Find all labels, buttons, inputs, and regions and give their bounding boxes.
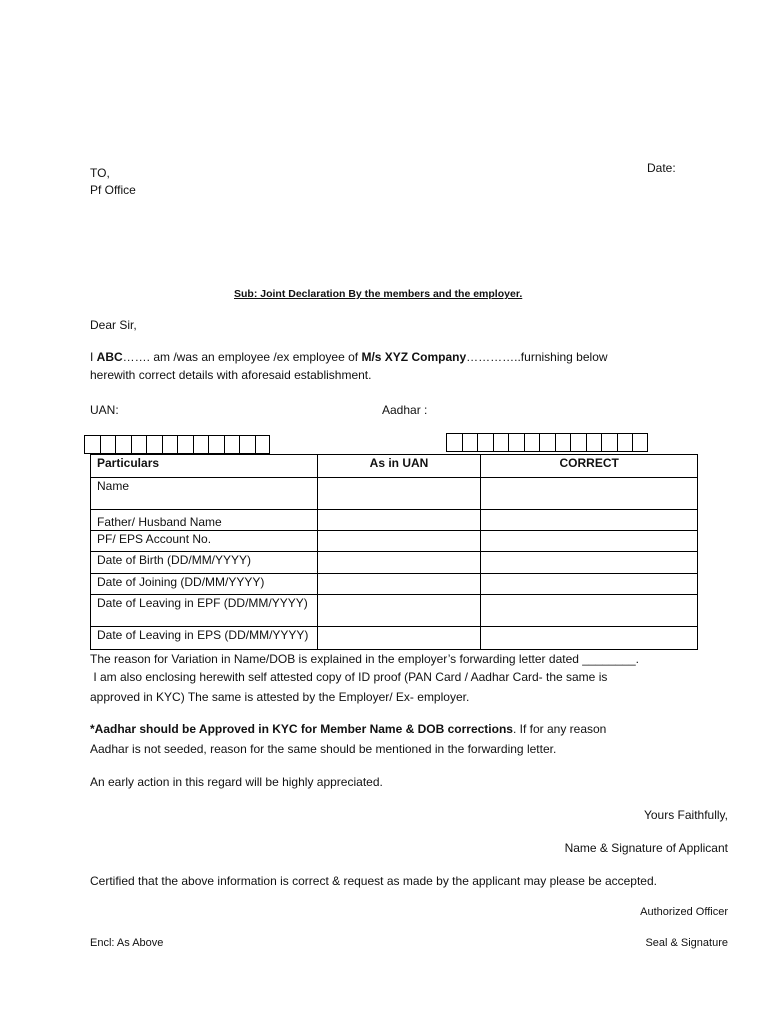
intro-text-3: …………..furnishing below [466,350,608,364]
cell-as-in-uan[interactable] [317,510,481,531]
cell-as-in-uan[interactable] [317,574,481,595]
cell-as-in-uan[interactable] [317,478,481,510]
cell-correct[interactable] [481,595,698,627]
table-row [91,627,698,650]
authorized-officer-label: Authorized Officer [640,906,728,918]
recipient-line1: TO, [90,166,110,180]
uan-digit-box[interactable] [146,435,162,454]
uan-digit-boxes[interactable] [84,435,270,454]
cell-correct[interactable] [481,510,698,531]
date-label: Date: [647,161,676,175]
aadhar-digit-box[interactable] [586,433,602,452]
table-row [91,595,698,627]
uan-label: UAN: [90,403,119,417]
aadhar-label: Aadhar : [382,403,428,417]
certification-text: Certified that the above information is correct & request as made by the applicant may please be accepted. [90,874,657,888]
aadhar-digit-box[interactable] [601,433,617,452]
table-row [91,531,698,552]
aadhar-digit-box[interactable] [446,433,462,452]
table-row [91,574,698,595]
reason-text: The reason for Variation in Name/DOB is explained in the employer’s forwarding letter dated ________. [90,652,639,666]
header-correct: CORRECT [481,455,698,478]
enclosing-line1: I am also enclosing herewith self attested copy of ID proof (PAN Card / Aadhar Card- the same is [90,670,608,684]
aadhar-digit-box[interactable] [570,433,586,452]
aadhar-digit-box[interactable] [632,433,648,452]
uan-digit-box[interactable] [162,435,178,454]
table-row [91,510,698,531]
uan-digit-box[interactable] [177,435,193,454]
company-name: M/s XYZ Company [361,350,467,364]
uan-digit-box[interactable] [224,435,240,454]
intro-line2: herewith correct details with aforesaid establishment. [90,368,372,382]
salutation: Dear Sir, [90,318,137,332]
aadhar-digit-box[interactable] [508,433,524,452]
aadhar-note-line1 [90,722,606,736]
aadhar-note-line2: Aadhar is not seeded, reason for the same should be mentioned in the forwarding letter. [90,742,557,756]
enclosing-line2: approved in KYC) The same is attested by the Employer/ Ex- employer. [90,690,470,704]
uan-digit-box[interactable] [193,435,209,454]
applicant-name: ABC [96,350,123,364]
aadhar-digit-box[interactable] [477,433,493,452]
row-label-dob: Date of Birth (DD/MM/YYYY) [91,552,318,574]
intro-text-1: I [90,350,97,364]
intro-text-2: ……. am /was an employee /ex employee of [122,350,362,364]
enclosure-label: Encl: As Above [90,937,164,949]
cell-correct[interactable] [481,478,698,510]
row-label-pf-account: PF/ EPS Account No. [91,531,318,552]
table-header-row [91,455,698,478]
uan-digit-box[interactable] [208,435,224,454]
aadhar-digit-box[interactable] [462,433,478,452]
uan-digit-box[interactable] [115,435,131,454]
uan-digit-box[interactable] [131,435,147,454]
aadhar-digit-box[interactable] [493,433,509,452]
recipient-line2: Pf Office [90,183,136,197]
cell-correct[interactable] [481,552,698,574]
early-action-text: An early action in this regard will be highly appreciated. [90,775,383,789]
uan-digit-box[interactable] [84,435,100,454]
aadhar-digit-box[interactable] [555,433,571,452]
table-row [91,552,698,574]
cell-correct[interactable] [481,627,698,650]
uan-digit-box[interactable] [239,435,255,454]
row-label-father-husband: Father/ Husband Name [91,510,318,531]
cell-as-in-uan[interactable] [317,531,481,552]
cell-correct[interactable] [481,574,698,595]
uan-digit-box[interactable] [100,435,116,454]
aadhar-digit-box[interactable] [539,433,555,452]
row-label-dol-epf: Date of Leaving in EPF (DD/MM/YYYY) [91,595,318,627]
cell-as-in-uan[interactable] [317,552,481,574]
cell-as-in-uan[interactable] [317,595,481,627]
aadhar-digit-box[interactable] [617,433,633,452]
seal-signature-label: Seal & Signature [645,937,728,949]
row-label-name: Name [91,478,318,510]
uan-digit-box[interactable] [255,435,271,454]
details-table [90,454,698,650]
cell-correct[interactable] [481,531,698,552]
cell-as-in-uan[interactable] [317,627,481,650]
header-as-in-uan: As in UAN [317,455,481,478]
header-particulars: Particulars [91,455,318,478]
aadhar-digit-boxes[interactable] [446,433,648,452]
aadhar-digit-box[interactable] [524,433,540,452]
aadhar-note-bold: *Aadhar should be Approved in KYC for Member Name & DOB corrections [90,722,513,736]
intro-line1 [90,350,608,364]
table-row [91,478,698,510]
row-label-dol-eps: Date of Leaving in EPS (DD/MM/YYYY) [91,627,318,650]
aadhar-note-rest: . If for any reason [512,722,607,736]
row-label-doj: Date of Joining (DD/MM/YYYY) [91,574,318,595]
subject-line: Sub: Joint Declaration By the members and the employer. [234,288,523,300]
applicant-signature-label: Name & Signature of Applicant [564,841,728,855]
yours-faithfully: Yours Faithfully, [643,808,728,822]
